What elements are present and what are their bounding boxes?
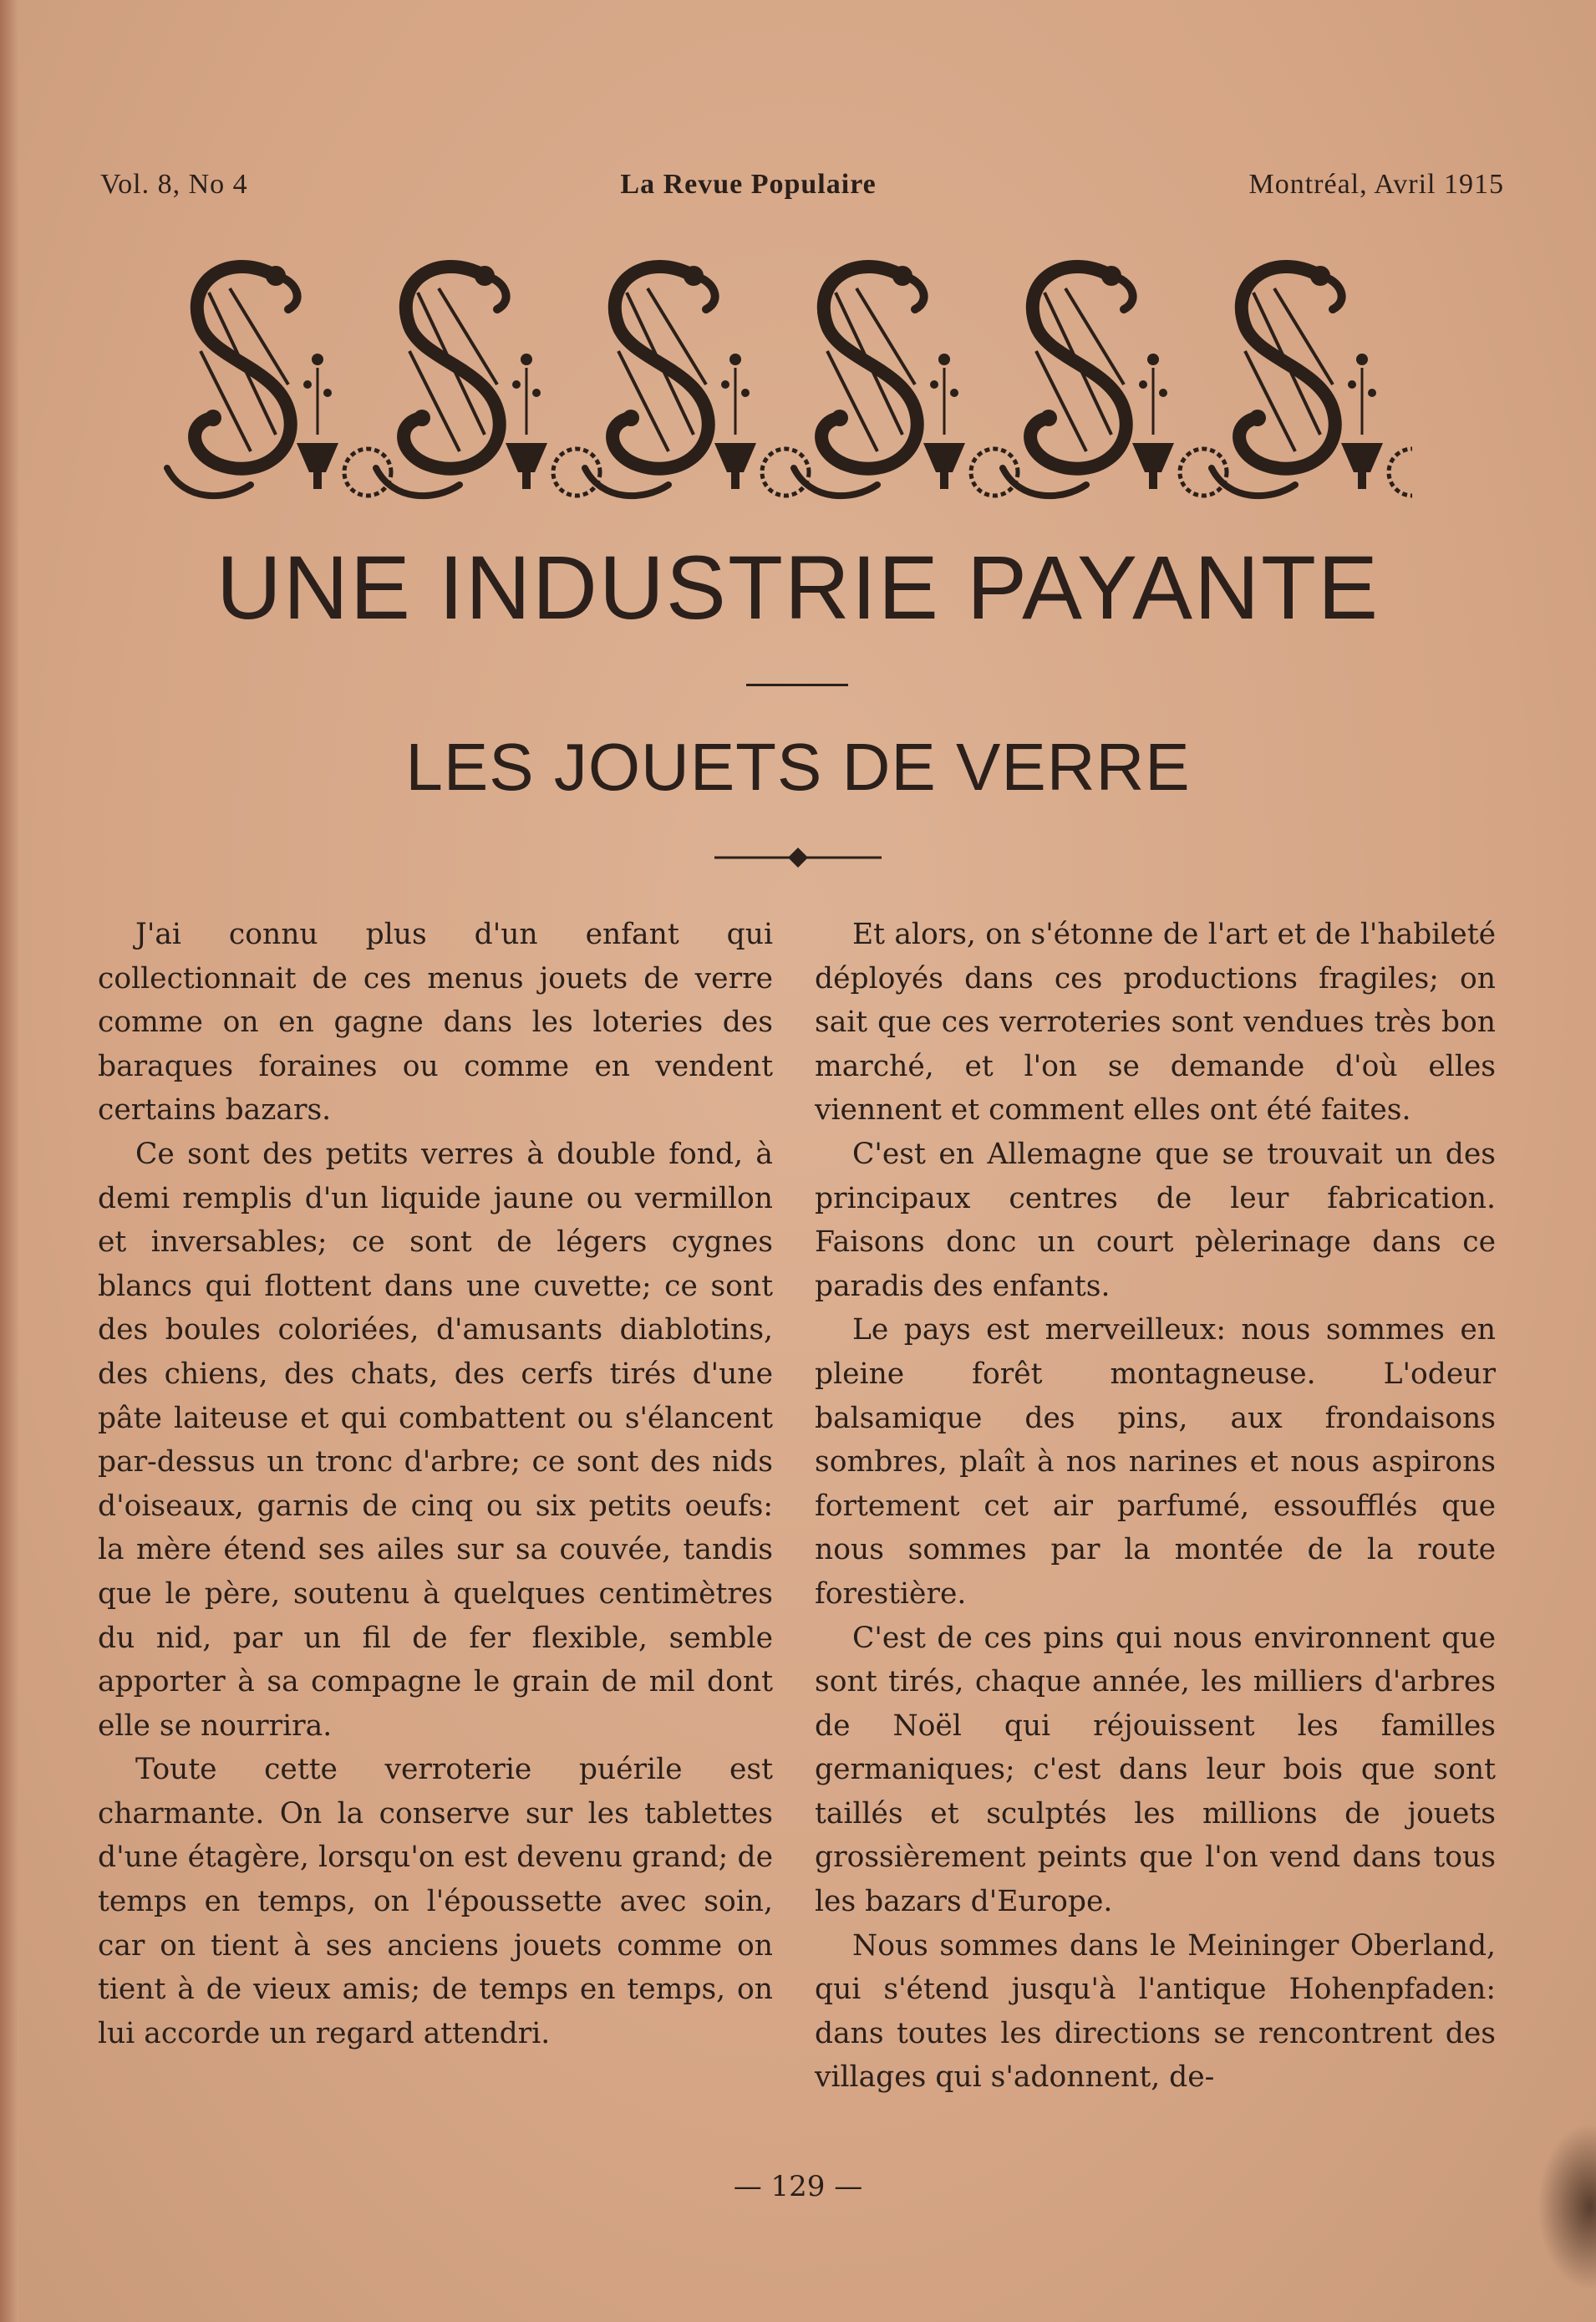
publication-name: La Revue Populaire (620, 169, 877, 200)
paragraph: Le pays est merveilleux: nous sommes en pleine forêt montagneuse. L'odeur balsamique des pins, aux frondaisons sombres, plaît à nos narines et nous aspirons fortement cet air parfumé, essoufflés que nous sommes par la montée de la route forestière. (815, 1313, 1496, 1611)
paragraph: Ce sont des petits verres à double fond, à demi remplis d'un liquide jaune ou vermillon et inversables; ce sont de légers cygnes blancs qui flottent dans une cuvette; ce sont des boules coloriées, d'amusants diablotins, des chiens, des chats, des cerfs tirés d'une pâte laiteuse et qui combattent ou s'élancent par-dessus un tronc d'arbre; ce sont des nids d'oiseaux, garnis de cinq ou six petits oeufs: la mère étend ses ailes sur sa couvée, tandis que le père, soutenu à quelques centimètres du nid, par un fil de fer flexible, semble apporter à sa compagne le grain de mil dont elle se nourrira. (98, 1137, 773, 1743)
article-subtitle: LES JOUETS DE VERRE (405, 730, 1191, 804)
article-title: UNE INDUSTRIE PAYANTE (216, 537, 1380, 638)
paragraph: Nous sommes dans le Meininger Oberland, qui s'étend jusqu'à l'antique Hohenpfaden: dans toutes les directions se rencontrent des villages qui s'adonnent, de- (815, 1928, 1496, 2095)
right-text-column (815, 913, 1496, 2100)
paragraph: C'est de ces pins qui nous environnent que sont tirés, chaque année, les milliers d'arbres de Noël qui réjouissent les familles germaniques; c'est dans leur bois que sont taillés et sculptés les millions de jouets grossièrement peints que l'on vend dans tous les bazars d'Europe. (815, 1621, 1496, 1919)
paragraph: J'ai connu plus d'un enfant qui collectionnait de ces menus jouets de verre comme on en gagne dans les loteries des baraques foraines ou comme en vendent certains bazars. (98, 918, 773, 1128)
page-number: — 129 — (733, 2170, 863, 2203)
running-header (100, 165, 1504, 204)
paragraph: C'est en Allemagne que se trouvait un des principaux centres de leur fabrication. Faisons donc un court pèlerinage dans ce paradis des enfants. (815, 1137, 1496, 1303)
ink-smudge (1538, 2123, 1596, 2290)
title-rule (746, 684, 848, 686)
volume-number: Vol. 8, No 4 (100, 169, 248, 200)
left-text-column (98, 913, 773, 2055)
place-and-date: Montréal, Avril 1915 (1248, 169, 1504, 200)
page-binding-edge (0, 0, 18, 2322)
diamond-divider-ornament (714, 846, 882, 869)
paragraph: Toute cette verroterie puérile est charmante. On la conserve sur les tablettes d'une étagère, lorsqu'on est devenu grand; de temps en temps, on l'époussette avec soin, car on tient à ses anciens jouets comme on tient à de vieux amis; de temps en temps, on lui accorde un regard attendri. (98, 1753, 773, 2050)
paragraph: Et alors, on s'étonne de l'art et de l'habileté déployés dans ces productions fragiles; on sait que ces verroteries sont vendues très bon marché, et l'on se demande d'où elles viennent et comment elles ont été faites. (815, 918, 1496, 1128)
decorative-headpiece-ornament (150, 242, 1412, 518)
